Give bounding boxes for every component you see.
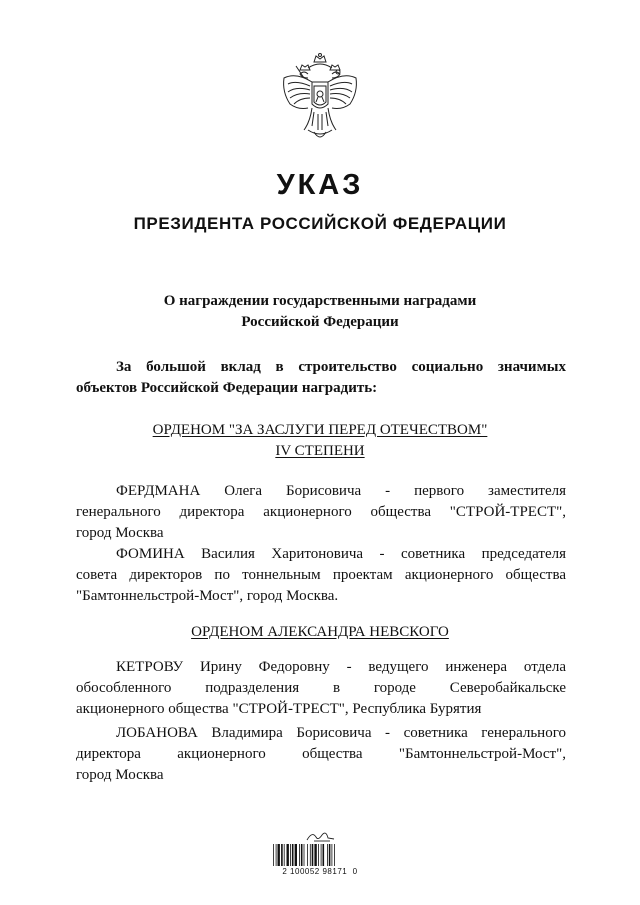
barcode-bar [276,844,277,866]
barcode-bar [312,844,314,866]
awardee-line: совета директоров по тоннельным проектам акционерного общества [76,567,566,583]
order-heading [0,420,640,462]
barcode-bar [332,844,333,866]
awardee-paragraph [76,657,566,720]
awardee-paragraph [76,481,566,544]
barcode-bar [327,844,328,866]
barcode-bar [301,844,303,866]
order-title-line: IV СТЕПЕНИ [275,443,365,459]
intro-line: За большой вклад в строительство социально значимых [116,359,566,375]
subject-line: Российской Федерации [241,314,399,330]
barcode-bar [304,844,305,866]
awardee-line: город Москва [76,767,164,783]
barcode-bar [281,844,283,866]
awardee-line: "Бамтоннельстрой-Мост", город Москва. [76,588,339,604]
awardee-line: ФОМИНА Василия Харитоновича - советника председателя [116,546,566,562]
barcode-bar [323,844,325,866]
barcode-bar [273,844,274,866]
awardee-line: ЛОБАНОВА Владимира Борисовича - советника генерального [116,725,566,741]
barcode-bar [278,844,280,866]
barcode-bar [295,844,297,866]
intro-line: объектов Российской Федерации наградить: [76,380,378,396]
russian-coat-of-arms-icon [278,52,362,144]
awardee-line: КЕТРОВУ Ирину Федоровну - ведущего инженера отдела [116,659,566,675]
barcode-number: 2 100052 98171 0 [282,867,358,876]
awardee-line: обособленного подразделения в городе Северобайкальске [76,680,566,696]
barcode-bar [310,844,311,866]
decree-subject [0,291,640,333]
barcode-bar [299,844,300,866]
awardee-paragraph [76,544,566,607]
order-title-line: ОРДЕНОМ "ЗА ЗАСЛУГИ ПЕРЕД ОТЕЧЕСТВОМ" [152,422,488,438]
decree-subtitle: ПРЕЗИДЕНТА РОССИЙСКОЙ ФЕДЕРАЦИИ [133,214,507,233]
barcode-bar [321,844,322,866]
awardee-line: генерального директора акционерного общества "СТРОЙ-ТРЕСТ", [76,504,566,520]
barcode-bar [318,844,319,866]
barcode-bar [307,844,308,866]
decree-title: УКАЗ [276,169,364,201]
awardee-line: ФЕРДМАНА Олега Борисовича - первого заместителя [116,483,566,499]
barcode-bar [284,844,285,866]
barcode-bar [292,844,294,866]
barcode-bar [290,844,291,866]
barcode-bar [314,844,316,866]
order-title-line: ОРДЕНОМ АЛЕКСАНДРА НЕВСКОГО [191,624,449,640]
order-heading [0,622,640,643]
barcode-bar [287,844,289,866]
intro-paragraph [76,357,566,399]
awardee-line: город Москва [76,525,164,541]
barcode-icon [272,844,368,866]
awardee-paragraph [76,723,566,786]
barcode-bar [329,844,331,866]
awardee-line: акционерного общества "СТРОЙ-ТРЕСТ", Республика Бурятия [76,701,482,717]
subject-line: О награждении государственными наградами [163,293,477,309]
barcode-bar [334,844,335,866]
awardee-line: директора акционерного общества "Бамтоннельстрой-Мост", [76,746,566,762]
scribble-mark-icon [304,829,338,843]
